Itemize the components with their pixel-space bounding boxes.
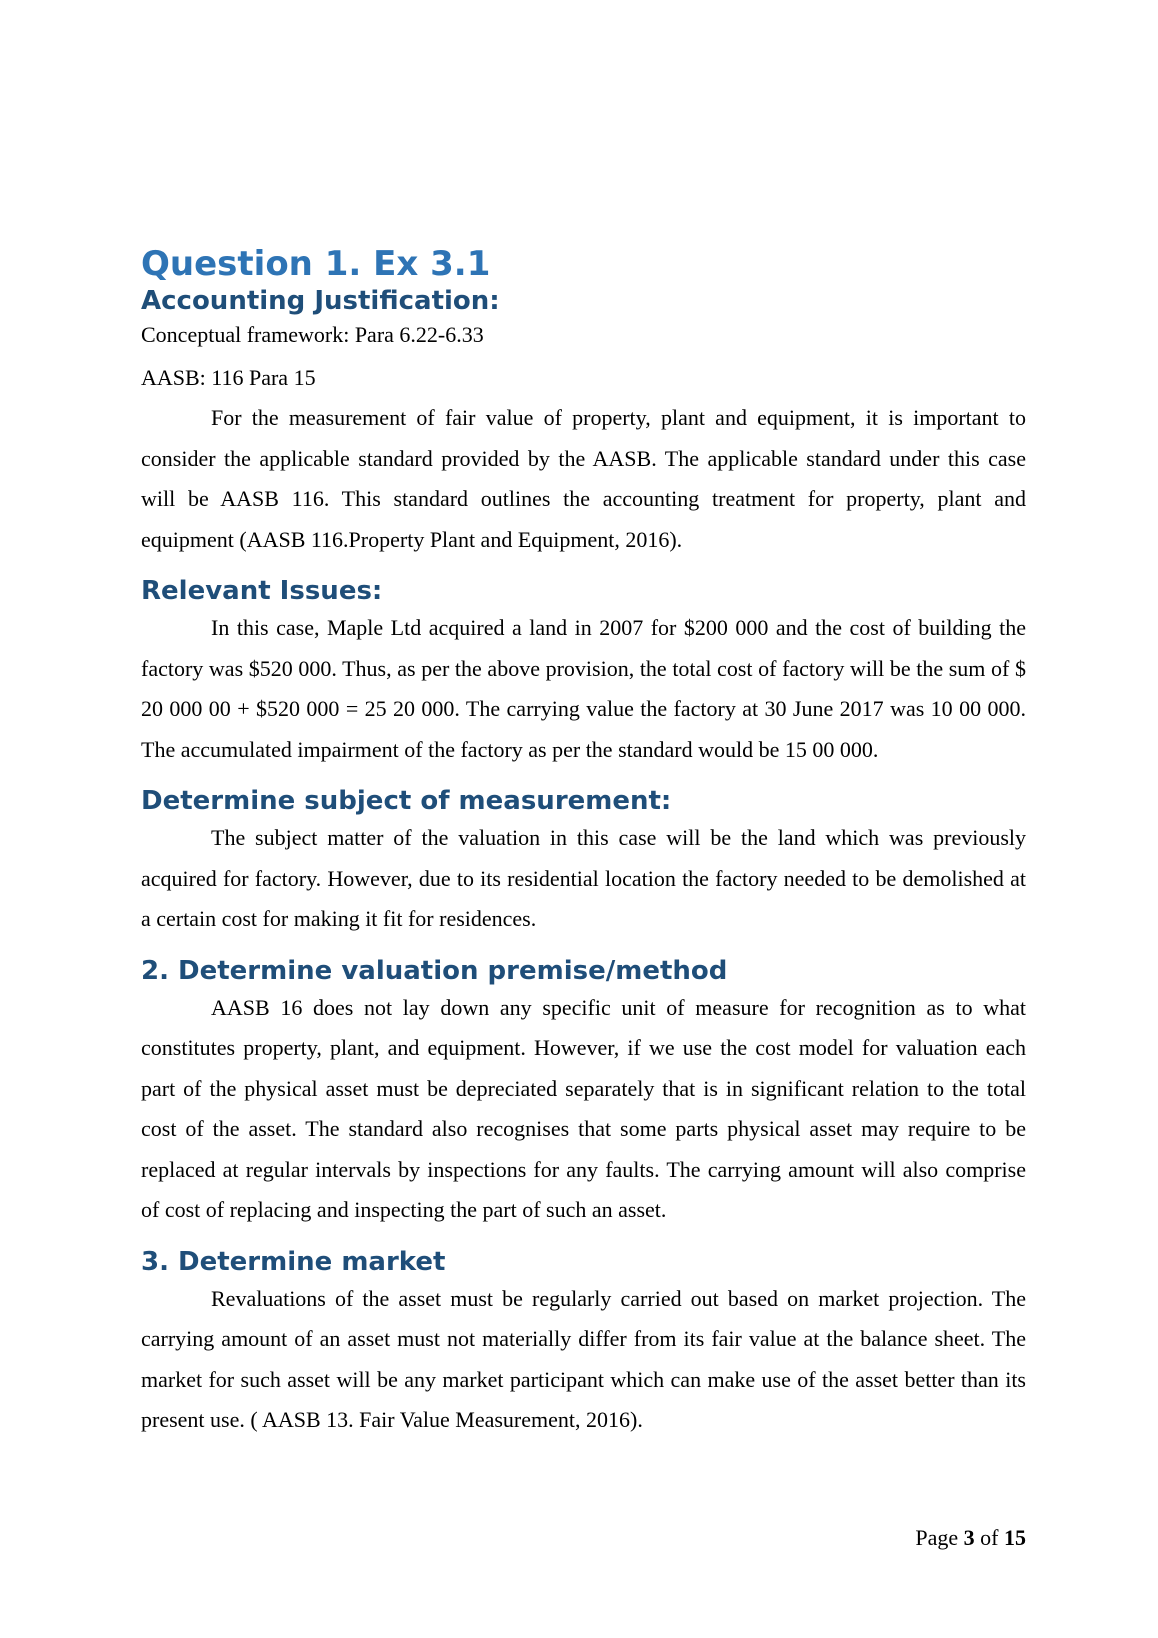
reference-aasb: AASB: 116 Para 15	[141, 365, 316, 390]
page-label: Page	[915, 1525, 959, 1550]
justification-paragraph: For the measurement of fair value of property, plant and equipment, it is important to consider the applicable standard provided by the AASB. The applicable standard under this case will be AASB 116. This standard outlines the accounting treatment for property, plant and equipment (AASB 116.Property Plant and Equipment, 2016).	[141, 405, 1026, 552]
issues-paragraph: In this case, Maple Ltd acquired a land in 2007 for $200 000 and the cost of building the factory was $520 000. Thus, as per the above provision, the total cost of factory will be the sum of $ 20 000 00 + $520 000 = 25 20 000. The carrying value the factory at 30 June 2017 was 10 00 000. The accumulated impairment of the factory as per the standard would be 15 00 000.	[141, 615, 1026, 762]
reference-conceptual-framework: Conceptual framework: Para 6.22-6.33	[141, 322, 484, 347]
page-total: 15	[1004, 1525, 1026, 1550]
market-paragraph: Revaluations of the asset must be regularly carried out based on market projection. The carrying amount of an asset must not materially differ from its fair value at the balance sheet. The market for such asset will be any market participant which can make use of the asset better than its present use. ( AASB 13. Fair Value Measurement, 2016).	[141, 1285, 1026, 1432]
of-label: of	[980, 1525, 999, 1550]
heading-determine-market: 3. Determine market	[141, 1246, 446, 1277]
subject-paragraph: The subject matter of the valuation in this case will be the land which was previously acquired for factory. However, due to its residential location the factory needed to be demolished at a certain cost for making it fit for residences.	[141, 825, 1026, 931]
page-current: 3	[963, 1525, 975, 1550]
page-content	[141, 244, 1026, 1441]
heading-valuation-premise: 2. Determine valuation premise/method	[141, 955, 728, 986]
heading-accounting-justification: Accounting Justification:	[141, 286, 500, 316]
page-title: Question 1. Ex 3.1	[141, 244, 491, 284]
page-footer	[915, 1525, 1026, 1551]
heading-relevant-issues: Relevant Issues:	[141, 576, 383, 606]
valuation-paragraph: AASB 16 does not lay down any specific unit of measure for recognition as to what constitutes property, plant, and equipment. However, if we use the cost model for valuation each part of the physical asset must be depreciated separately that is in significant relation to the total cost of the asset. The standard also recognises that some parts physical asset may require to be replaced at regular intervals by inspections for any faults. The carrying amount will also comprise of cost of replacing and inspecting the part of such an asset.	[141, 994, 1026, 1222]
heading-subject-of-measurement: Determine subject of measurement:	[141, 786, 672, 816]
